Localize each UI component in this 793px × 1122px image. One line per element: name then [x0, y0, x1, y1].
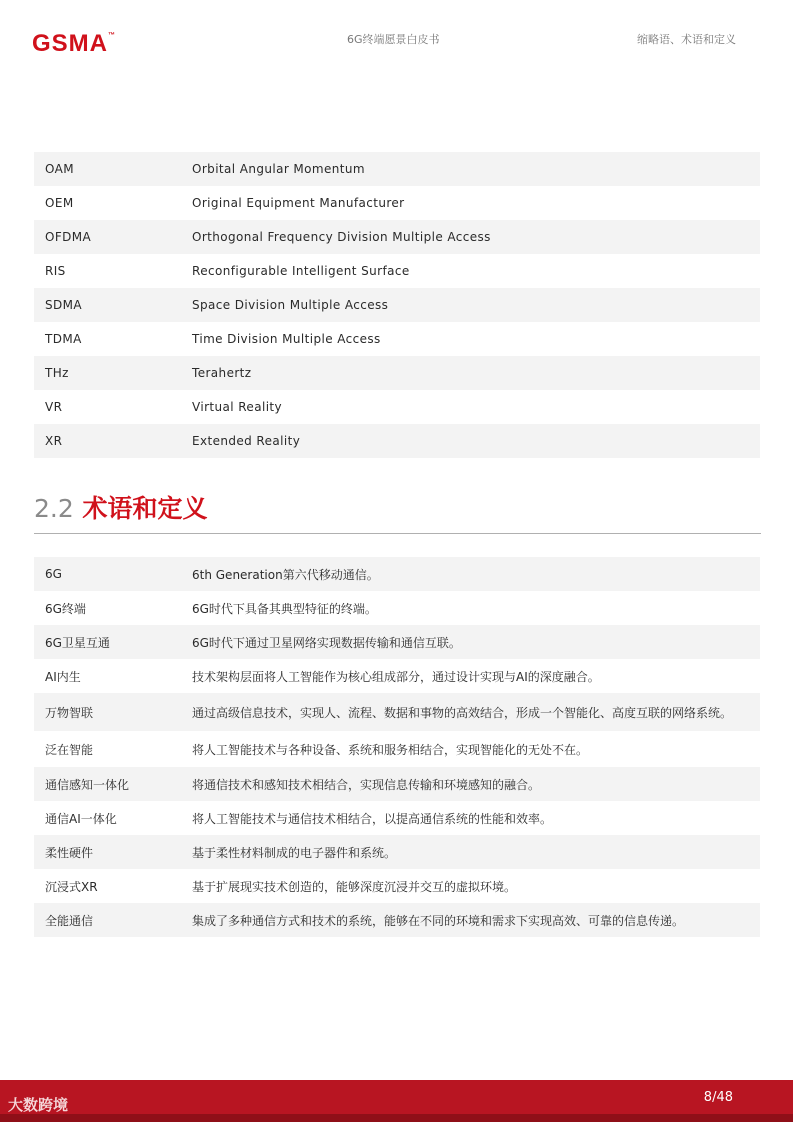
- table-row: [34, 186, 760, 220]
- term: 万物智联: [45, 705, 94, 720]
- footer-stripe: [0, 1114, 793, 1122]
- document-title: 6G终端愿景白皮书: [347, 33, 440, 46]
- abbreviation-definition: Original Equipment Manufacturer: [192, 196, 405, 210]
- abbreviation-definition: Virtual Reality: [192, 400, 283, 414]
- abbreviation: RIS: [45, 264, 66, 278]
- term: AI内生: [45, 669, 81, 684]
- table-row: [34, 254, 760, 288]
- table-row: [34, 288, 760, 322]
- abbreviation-definition: Time Division Multiple Access: [192, 332, 381, 346]
- watermark-logo: 大数跨境: [8, 1096, 69, 1114]
- term: 泛在智能: [45, 742, 94, 757]
- table-row: [34, 869, 760, 903]
- abbreviation-definition: Orthogonal Frequency Division Multiple Access: [192, 230, 491, 244]
- term-definition: 6G时代下具备其典型特征的终端。: [192, 601, 377, 616]
- table-row: [34, 801, 760, 835]
- term: 通信AI一体化: [45, 811, 117, 826]
- abbreviation-definition: Orbital Angular Momentum: [192, 162, 365, 176]
- table-row: [34, 390, 760, 424]
- term-definition: 技术架构层面将人工智能作为核心组成部分，通过设计实现与AI的深度融合。: [192, 669, 600, 684]
- term: 沉浸式XR: [45, 879, 98, 894]
- abbreviation: OAM: [45, 162, 74, 176]
- table-row: [34, 731, 760, 767]
- term-definition: 6G时代下通过卫星网络实现数据传输和通信互联。: [192, 635, 461, 650]
- page-number: 8/48: [703, 1090, 733, 1105]
- abbreviation: OEM: [45, 196, 74, 210]
- page-header: [0, 0, 793, 70]
- term: 柔性硬件: [45, 845, 94, 860]
- page-footer: [0, 1080, 793, 1122]
- section-heading: [34, 489, 208, 525]
- table-row: [34, 424, 760, 458]
- term: 6G卫星互通: [45, 635, 110, 650]
- terms-table: [34, 557, 760, 937]
- table-row: [34, 625, 760, 659]
- term: 6G: [45, 567, 62, 581]
- table-row: [34, 903, 760, 937]
- table-row: [34, 220, 760, 254]
- abbreviation: SDMA: [45, 298, 83, 312]
- abbreviation: VR: [45, 400, 63, 414]
- table-row: [34, 835, 760, 869]
- gsma-logo: GSMA™: [32, 30, 116, 57]
- abbreviation-definition: Space Division Multiple Access: [192, 298, 389, 312]
- table-row: [34, 557, 760, 591]
- term: 6G终端: [45, 601, 86, 616]
- abbreviation-definition: Reconfigurable Intelligent Surface: [192, 264, 410, 278]
- abbreviation: OFDMA: [45, 230, 92, 244]
- section-title: 术语和定义: [82, 494, 208, 523]
- table-row: [34, 693, 760, 731]
- running-section-title: 缩略语、术语和定义: [637, 33, 736, 46]
- heading-divider: [34, 533, 761, 534]
- term-definition: 基于柔性材料制成的电子器件和系统。: [192, 845, 397, 860]
- table-row: [34, 767, 760, 801]
- term-definition: 通过高级信息技术，实现人、流程、数据和事物的高效结合，形成一个智能化、高度互联的网络系统。: [192, 705, 733, 720]
- section-number: 2.2: [34, 494, 74, 523]
- term: 通信感知一体化: [45, 777, 130, 792]
- abbreviation: THz: [45, 366, 69, 380]
- term-definition: 将通信技术和感知技术相结合，实现信息传输和环境感知的融合。: [192, 777, 541, 792]
- term-definition: 将人工智能技术与各种设备、系统和服务相结合，实现智能化的无处不在。: [192, 742, 589, 757]
- table-row: [34, 152, 760, 186]
- table-row: [34, 356, 760, 390]
- table-row: [34, 591, 760, 625]
- term-definition: 基于扩展现实技术创造的，能够深度沉浸并交互的虚拟环境。: [192, 879, 517, 894]
- abbreviation-definition: Terahertz: [192, 366, 252, 380]
- term-definition: 6th Generation第六代移动通信。: [192, 567, 379, 582]
- abbreviation: XR: [45, 434, 63, 448]
- abbreviation-table: [34, 152, 760, 458]
- abbreviation-definition: Extended Reality: [192, 434, 301, 448]
- term: 全能通信: [45, 913, 94, 928]
- table-row: [34, 659, 760, 693]
- abbreviation: TDMA: [45, 332, 82, 346]
- table-row: [34, 322, 760, 356]
- term-definition: 集成了多种通信方式和技术的系统，能够在不同的环境和需求下实现高效、可靠的信息传递。: [192, 913, 685, 928]
- term-definition: 将人工智能技术与通信技术相结合，以提高通信系统的性能和效率。: [192, 811, 553, 826]
